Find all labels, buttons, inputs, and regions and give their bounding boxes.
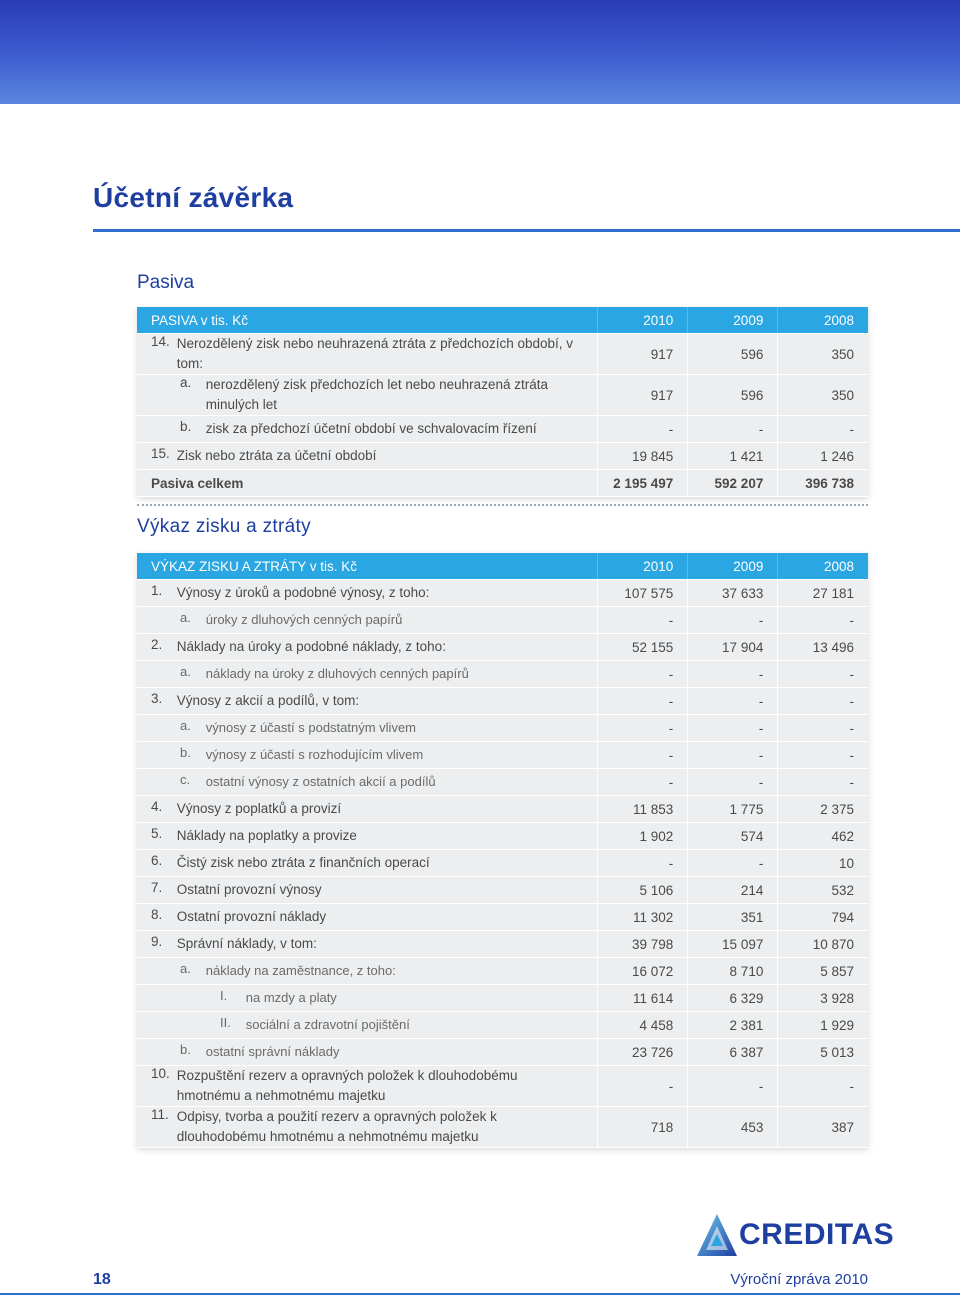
row-label: ostatní výnosy z ostatních akcií a podílů	[205, 774, 436, 789]
header-year: 2009	[688, 553, 778, 580]
row-number: c.	[180, 772, 191, 787]
row-label: Nerozdělený zisk nebo neuhrazená ztráta z předchozích období, v tom:	[176, 336, 574, 371]
row-number: b.	[180, 745, 191, 760]
row-value: 596	[688, 334, 778, 375]
top-banner	[0, 0, 960, 104]
row-value: -	[598, 416, 688, 443]
total-value: 592 207	[688, 470, 778, 497]
row-value: 37 633	[688, 580, 778, 607]
row-number: a.	[180, 375, 192, 390]
table-row	[137, 1039, 868, 1066]
row-number: a.	[180, 961, 191, 976]
row-value: 1 902	[598, 823, 688, 850]
row-number: 8.	[151, 907, 163, 922]
row-label: Odpisy, tvorba a použití rezerv a opravných položek k dlouhodobému hmotnému a nehmotnému majetku	[176, 1109, 497, 1144]
row-value: 1 775	[688, 796, 778, 823]
row-value: 2 375	[778, 796, 868, 823]
page-number: 18	[93, 1271, 111, 1288]
row-value: 6 387	[688, 1039, 778, 1066]
row-value: 718	[598, 1107, 688, 1148]
row-number: 4.	[151, 799, 163, 814]
row-value: 350	[778, 375, 868, 416]
total-value: 396 738	[778, 470, 868, 497]
row-value: -	[688, 1066, 778, 1107]
row-value: 1 929	[778, 1012, 868, 1039]
row-number: 9.	[151, 934, 163, 949]
total-row	[137, 470, 868, 497]
row-number: b.	[180, 1042, 191, 1057]
triangle-logo-icon	[695, 1212, 739, 1262]
row-value: 15 097	[688, 931, 778, 958]
row-value: -	[778, 688, 868, 715]
table-row	[137, 416, 868, 443]
table-row	[137, 1012, 868, 1039]
row-label: výnosy z účastí s podstatným vlivem	[205, 720, 417, 735]
row-value: 5 857	[778, 958, 868, 985]
row-number: a.	[180, 664, 191, 679]
publication-title: Výroční zpráva 2010	[730, 1271, 868, 1288]
row-value: -	[778, 715, 868, 742]
row-value: -	[598, 661, 688, 688]
row-value: -	[688, 416, 778, 443]
table-row	[137, 958, 868, 985]
table-row	[137, 443, 868, 470]
row-label: na mzdy a platy	[245, 990, 337, 1005]
row-value: -	[688, 850, 778, 877]
row-label: Náklady na úroky a podobné náklady, z toho:	[176, 639, 446, 654]
row-label: Ostatní provozní výnosy	[176, 882, 322, 897]
table-row	[137, 688, 868, 715]
row-number: 11.	[151, 1107, 169, 1122]
header-year: 2008	[778, 553, 868, 580]
header-year: 2010	[598, 553, 688, 580]
row-value: 351	[688, 904, 778, 931]
row-value: -	[598, 715, 688, 742]
table-row	[137, 1107, 868, 1148]
row-label: sociální a zdravotní pojištění	[245, 1017, 410, 1032]
row-label: úroky z dluhových cenných papírů	[205, 612, 403, 627]
row-value: 39 798	[598, 931, 688, 958]
row-label: Ostatní provozní náklady	[176, 909, 327, 924]
row-value: 5 106	[598, 877, 688, 904]
row-label: Výnosy z akcií a podílů, v tom:	[176, 693, 360, 708]
row-value: 462	[778, 823, 868, 850]
row-value: -	[598, 769, 688, 796]
row-value: -	[778, 661, 868, 688]
row-value: -	[688, 688, 778, 715]
table-row	[137, 580, 868, 607]
header-label: VÝKAZ ZISKU A ZTRÁTY v tis. Kč	[137, 553, 598, 580]
row-label: Zisk nebo ztráta za účetní období	[176, 448, 377, 463]
row-label: Náklady na poplatky a provize	[176, 828, 357, 843]
header-label: PASIVA v tis. Kč	[137, 307, 598, 334]
row-value: 5 013	[778, 1039, 868, 1066]
row-number: a.	[180, 718, 191, 733]
row-value: 574	[688, 823, 778, 850]
row-value: 350	[778, 334, 868, 375]
row-label: Rozpuštění rezerv a opravných položek k dlouhodobému hmotnému a nehmotnému majetku	[176, 1068, 518, 1103]
header-year: 2010	[598, 307, 688, 334]
row-number: 7.	[151, 880, 163, 895]
row-label: Správní náklady, v tom:	[176, 936, 317, 951]
row-value: 453	[688, 1107, 778, 1148]
row-value: 11 853	[598, 796, 688, 823]
row-value: 8 710	[688, 958, 778, 985]
table-row	[137, 823, 868, 850]
row-value: 2 381	[688, 1012, 778, 1039]
row-value: 17 904	[688, 634, 778, 661]
row-value: 3 928	[778, 985, 868, 1012]
row-value: 6 329	[688, 985, 778, 1012]
row-number: 2.	[151, 637, 163, 652]
row-value: -	[778, 416, 868, 443]
row-value: 1 246	[778, 443, 868, 470]
row-label: Výnosy z úroků a podobné výnosy, z toho:	[176, 585, 430, 600]
row-label: náklady na zaměstnance, z toho:	[205, 963, 396, 978]
row-value: -	[688, 769, 778, 796]
page-title: Účetní závěrka	[93, 182, 294, 213]
row-value: 214	[688, 877, 778, 904]
row-value: -	[598, 607, 688, 634]
row-label: náklady na úroky z dluhových cenných papírů	[205, 666, 469, 681]
table-row	[137, 334, 868, 375]
section-title-vzz: Výkaz zisku a ztráty	[137, 516, 311, 537]
row-value: 11 614	[598, 985, 688, 1012]
table-header	[137, 307, 868, 334]
table-header	[137, 553, 868, 580]
row-number: 5.	[151, 826, 163, 841]
row-value: 13 496	[778, 634, 868, 661]
row-value: -	[598, 850, 688, 877]
header-year: 2009	[688, 307, 778, 334]
header-year: 2008	[778, 307, 868, 334]
row-number: I.	[220, 988, 228, 1003]
total-label: Pasiva celkem	[137, 470, 598, 497]
row-value: -	[778, 1066, 868, 1107]
row-value: -	[778, 607, 868, 634]
row-value: 387	[778, 1107, 868, 1148]
row-label: ostatní správní náklady	[205, 1044, 340, 1059]
table-row	[137, 742, 868, 769]
row-value: 16 072	[598, 958, 688, 985]
row-label: Čistý zisk nebo ztráta z finančních operací	[176, 855, 430, 870]
table-row	[137, 769, 868, 796]
section-divider	[137, 504, 868, 506]
row-number: 3.	[151, 691, 163, 706]
pasiva-table	[137, 307, 868, 497]
table-row	[137, 796, 868, 823]
table-row	[137, 634, 868, 661]
row-label: nerozdělený zisk předchozích let nebo neuhrazená ztráta minulých let	[205, 377, 548, 412]
row-value: 4 458	[598, 1012, 688, 1039]
table-row	[137, 877, 868, 904]
table-row	[137, 375, 868, 416]
total-value: 2 195 497	[598, 470, 688, 497]
row-value: 532	[778, 877, 868, 904]
table-row	[137, 904, 868, 931]
row-value: -	[598, 688, 688, 715]
row-label: Výnosy z poplatků a provizí	[176, 801, 342, 816]
row-number: 15.	[151, 446, 170, 461]
table-row	[137, 661, 868, 688]
row-value: -	[688, 661, 778, 688]
row-number: a.	[180, 610, 191, 625]
row-value: 1 421	[688, 443, 778, 470]
row-value: 10	[778, 850, 868, 877]
row-number: 10.	[151, 1066, 170, 1081]
row-value: 27 181	[778, 580, 868, 607]
row-value: 794	[778, 904, 868, 931]
table-row	[137, 607, 868, 634]
table-row	[137, 985, 868, 1012]
table-row	[137, 715, 868, 742]
row-value: 52 155	[598, 634, 688, 661]
row-value: -	[688, 607, 778, 634]
table-row	[137, 850, 868, 877]
row-value: 917	[598, 334, 688, 375]
row-value: -	[778, 742, 868, 769]
row-value: 19 845	[598, 443, 688, 470]
row-value: -	[778, 769, 868, 796]
table-row	[137, 1066, 868, 1107]
row-value: -	[688, 715, 778, 742]
row-value: 917	[598, 375, 688, 416]
row-number: b.	[180, 419, 192, 434]
row-value: 23 726	[598, 1039, 688, 1066]
row-value: 107 575	[598, 580, 688, 607]
row-number: 1.	[151, 583, 163, 598]
row-number: 14.	[151, 334, 170, 349]
title-rule	[93, 229, 960, 232]
row-value: 11 302	[598, 904, 688, 931]
row-value: -	[598, 742, 688, 769]
row-value: 10 870	[778, 931, 868, 958]
row-label: výnosy z účastí s rozhodujícím vlivem	[205, 747, 424, 762]
table-row	[137, 931, 868, 958]
creditas-logo	[695, 1212, 895, 1272]
row-number: 6.	[151, 853, 163, 868]
logo-text: CREDITAS	[739, 1218, 895, 1251]
row-number: II.	[220, 1015, 231, 1030]
row-label: zisk za předchozí účetní období ve schvalovacím řízení	[205, 421, 537, 436]
row-value: -	[598, 1066, 688, 1107]
row-value: 596	[688, 375, 778, 416]
section-title-pasiva: Pasiva	[137, 272, 195, 293]
row-value: -	[688, 742, 778, 769]
income-statement-table	[137, 553, 868, 1148]
